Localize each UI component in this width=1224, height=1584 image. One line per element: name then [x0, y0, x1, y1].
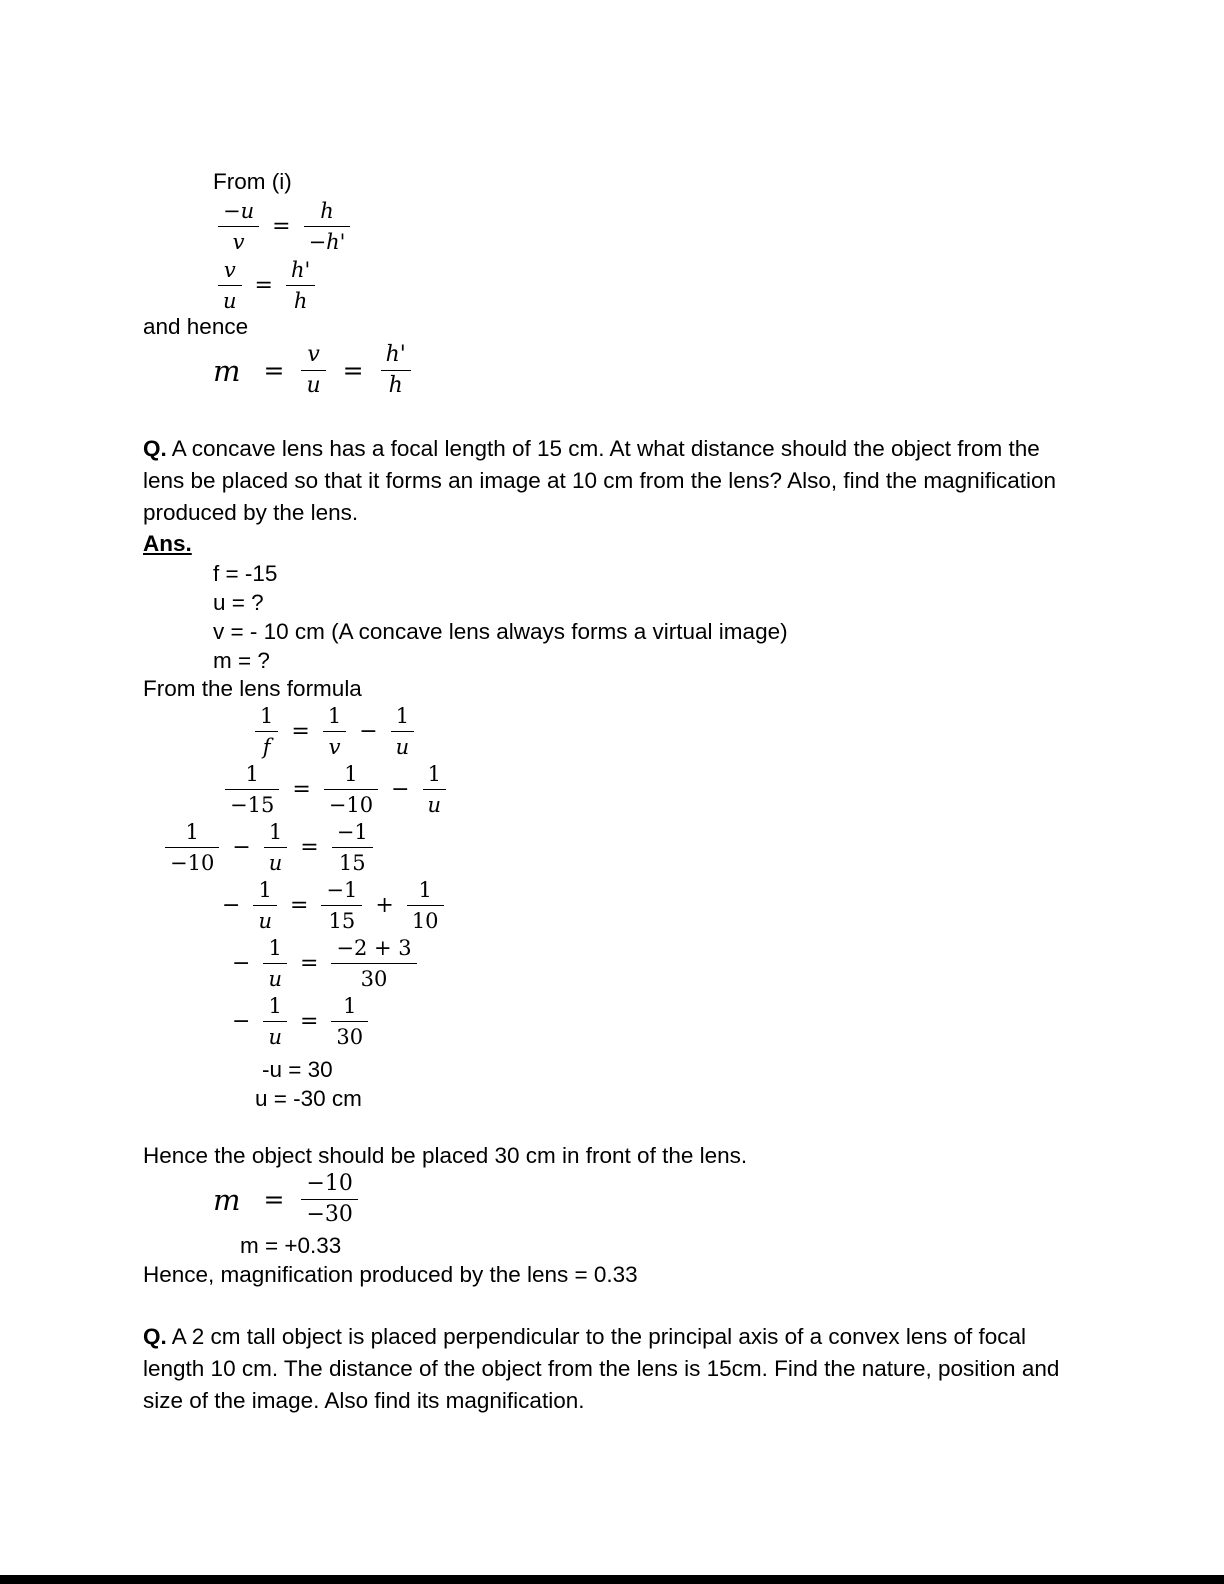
conclusion-magnification: Hence, magnification produced by the lens = 0.33 [143, 1262, 638, 1287]
fraction [391, 705, 415, 758]
math-operator: − [359, 719, 378, 744]
equation-ratio-uh [218, 200, 350, 253]
fraction [304, 200, 351, 253]
fraction [423, 763, 447, 816]
magnification-value: m = +0.33 [240, 1233, 342, 1258]
fraction-numerator: v [307, 342, 320, 367]
fraction [286, 259, 315, 312]
math-operator: = [289, 893, 309, 918]
math-variable: m [213, 353, 241, 388]
math-operator: = [299, 951, 319, 976]
fraction [381, 344, 411, 397]
fraction-numerator: h' [385, 342, 406, 367]
equation-lens-formula [255, 705, 414, 758]
fraction-numerator: 1 [268, 820, 283, 844]
answer-label: Ans. [143, 531, 192, 556]
fraction-denominator: 15 [332, 847, 373, 874]
fraction-denominator: 10 [407, 905, 444, 932]
question-1-prefix: Q. [143, 436, 167, 461]
math-operator: − [232, 951, 251, 976]
fraction-denominator: −h' [304, 226, 351, 253]
fraction-denominator: −10 [165, 847, 219, 874]
math-variable: m [213, 1182, 241, 1217]
fraction-numerator: −1 [336, 820, 368, 844]
fraction [165, 821, 219, 874]
fraction-denominator: u [423, 789, 447, 816]
fraction-denominator: u [263, 963, 287, 990]
equation-lens-step-4 [222, 879, 444, 932]
fraction [332, 821, 373, 874]
fraction-numerator: 1 [343, 994, 357, 1018]
equation-lens-step-6 [232, 995, 368, 1048]
question-2-text: A 2 cm tall object is placed perpendicular to the principal axis of a convex lens of focal length 10 cm. The distance of the object from the lens is 15cm. Find the nature, position and size of the image. Also find its magnification. [143, 1324, 1060, 1413]
fraction-denominator: −30 [301, 1199, 357, 1226]
math-operator: = [299, 1009, 319, 1034]
fraction-numerator: 1 [245, 762, 259, 786]
fraction-denominator: u [253, 905, 277, 932]
fraction [225, 763, 279, 816]
fraction-numerator: 1 [258, 878, 272, 902]
fraction-numerator: 1 [327, 704, 342, 728]
math-operator: = [263, 1185, 285, 1214]
fraction-denominator: u [218, 285, 242, 312]
result-u: u = -30 cm [255, 1086, 362, 1111]
fraction [301, 344, 325, 397]
fraction [263, 995, 287, 1048]
fraction-numerator: 1 [344, 762, 358, 786]
fraction [323, 705, 346, 758]
math-operator: = [292, 777, 311, 802]
fraction [407, 879, 444, 932]
fraction-numerator: 1 [395, 704, 410, 728]
fraction-numerator: 1 [268, 936, 282, 960]
fraction [218, 200, 259, 253]
fraction [264, 821, 288, 874]
fraction-denominator: h [286, 285, 315, 312]
fraction [263, 937, 287, 990]
fraction-numerator: 1 [260, 704, 274, 728]
fraction [331, 937, 416, 990]
conclusion-object-distance: Hence the object should be placed 30 cm in front of the lens. [143, 1143, 748, 1168]
question-1 [143, 433, 1083, 529]
fraction-denominator: u [301, 370, 325, 397]
equation-magnification-definition [213, 344, 411, 397]
top-margin [0, 0, 1224, 170]
fraction-numerator: −10 [306, 1171, 353, 1196]
equation-lens-step-3 [165, 821, 373, 874]
fraction [301, 1173, 357, 1226]
fraction-numerator: −2 + 3 [336, 936, 412, 960]
fraction-denominator: 15 [321, 905, 362, 932]
fraction-denominator: f [255, 731, 278, 758]
math-operator: + [375, 893, 394, 918]
fraction-numerator: h' [290, 258, 311, 282]
page-bottom-bar [0, 1575, 1224, 1584]
given-value-m: m = ? [213, 648, 270, 673]
math-operator: − [391, 777, 410, 802]
fraction-denominator: h [381, 370, 411, 397]
math-operator: − [232, 1009, 251, 1034]
fraction-denominator: 30 [331, 963, 416, 990]
fraction-numerator: 1 [427, 762, 441, 786]
math-operator: − [222, 893, 241, 918]
fraction [253, 879, 277, 932]
fraction-denominator: −10 [324, 789, 378, 816]
fraction-numerator: h [320, 199, 334, 223]
math-operator: = [254, 273, 273, 298]
fraction-denominator: v [218, 226, 259, 253]
question-2-prefix: Q. [143, 1324, 167, 1349]
and-hence-text: and hence [143, 314, 249, 339]
equation-ratio-vu [218, 259, 315, 312]
result-negative-u: -u = 30 [262, 1057, 333, 1082]
fraction-numerator: 1 [185, 820, 199, 844]
fraction [218, 259, 242, 312]
from-reference-label: From (i) [213, 169, 292, 194]
fraction-numerator: −u [223, 199, 255, 223]
math-operator: = [291, 719, 310, 744]
fraction-numerator: 1 [268, 994, 282, 1018]
fraction-numerator: v [223, 258, 236, 282]
given-value-v: v = - 10 cm (A concave lens always forms a virtual image) [213, 619, 788, 644]
fraction [331, 995, 368, 1048]
equation-magnification-calculation [213, 1173, 358, 1226]
given-value-u: u = ? [213, 590, 264, 615]
fraction [255, 705, 278, 758]
fraction-denominator: v [323, 731, 346, 758]
fraction-denominator: −15 [225, 789, 279, 816]
fraction-denominator: 30 [331, 1021, 368, 1048]
equation-lens-step-5 [232, 937, 417, 990]
given-value-f: f = -15 [213, 561, 278, 586]
fraction-numerator: −1 [326, 878, 358, 902]
math-operator: = [263, 356, 285, 385]
question-2 [143, 1321, 1083, 1417]
math-operator: = [300, 835, 319, 860]
fraction-denominator: u [263, 1021, 287, 1048]
math-operator: − [232, 835, 251, 860]
equation-lens-step-2 [225, 763, 446, 816]
fraction [324, 763, 378, 816]
fraction-denominator: u [264, 847, 288, 874]
fraction-numerator: 1 [418, 878, 432, 902]
math-operator: = [272, 214, 291, 239]
fraction-denominator: u [391, 731, 415, 758]
lens-formula-intro: From the lens formula [143, 676, 362, 701]
fraction [321, 879, 362, 932]
math-operator: = [342, 356, 364, 385]
question-1-text: A concave lens has a focal length of 15 cm. At what distance should the object from the lens be placed so that it forms an image at 10 cm from the lens? Also, find the magnification produced by the lens. [143, 436, 1056, 525]
